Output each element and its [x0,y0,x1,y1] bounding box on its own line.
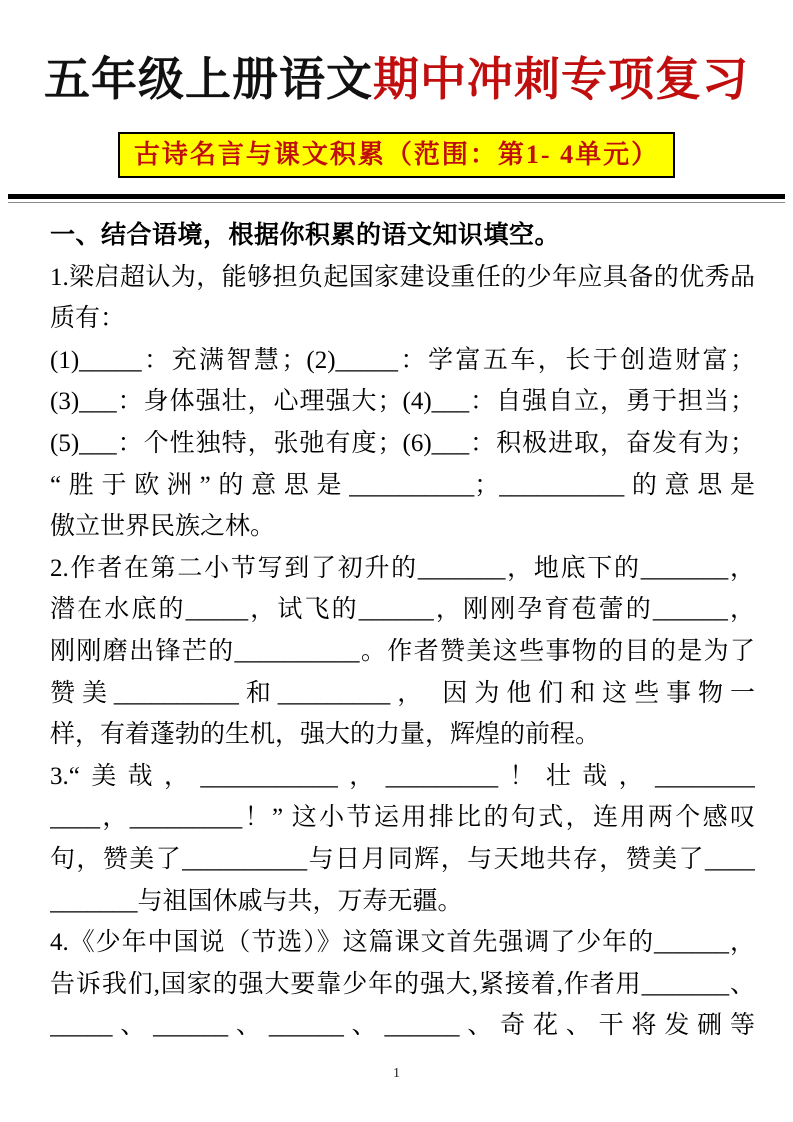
text-line-10: 刚刚磨出锋芒的__________。作者赞美这些事物的目的是为了 [50,637,755,665]
text-line-7: 傲立世界民族之林。 [50,513,276,541]
text-line-4: (3)___：身体强壮，心理强大；(4)___：自强自立，勇于担当； [50,388,755,416]
section-heading: 一、结合语境，根据你积累的语文知识填空。 [50,221,561,249]
divider-thin-line [8,202,785,203]
text-line-6: “胜于欧洲”的意思是__________；__________的意思是 [50,471,755,499]
divider-thick-line [8,194,785,199]
page-number: 1 [393,1066,400,1081]
title-exam-part: 期中冲刺专项复习 [373,54,749,105]
subtitle-banner-row [0,132,793,178]
text-line-8: 2.作者在第二小节写到了初升的_______，地底下的_______， [50,554,755,582]
text-line-2: 质有： [50,305,126,333]
text-line-12: 样，有着蓬勃的生机，强大的力量，辉煌的前程。 [50,721,601,749]
text-line-1: 1.梁启超认为，能够担负起国家建设重任的少年应具备的优秀品 [50,263,755,291]
worksheet-body [0,215,793,1047]
text-line-3: (1)_____：充满智慧；(2)_____：学富五车，长于创造财富； [50,346,755,374]
text-line-16: _______与祖国休戚与共，万寿无疆。 [50,887,463,915]
text-line-17: 4.《少年中国说（节选）》这篇课文首先强调了少年的______， [50,929,755,957]
subtitle-banner: 古诗名言与课文积累（范围：第1- 4单元） [118,132,675,178]
text-line-14: ____，_________！” 这小节运用排比的句式，连用两个感叹 [50,804,755,832]
text-line-18: 告诉我们,国家的强大要靠少年的强大,紧接着,作者用_______、 [50,970,755,998]
page-title [0,50,793,110]
text-line-15: 句，赞美了__________与日月同辉，与天地共存，赞美了____ [50,845,755,873]
text-line-11: 赞美__________和_________， 因为他们和这些事物一 [50,679,755,707]
title-grade-part: 五年级上册语文 [44,54,373,105]
text-line-9: 潜在水底的_____，试飞的______，刚刚孕育苞蕾的______， [50,596,755,624]
text-line-13: 3.“美哉，___________，_________！壮哉，________ [50,762,755,790]
text-line-5: (5)___：个性独特，张弛有度；(6)___：积极进取，奋发有为； [50,429,755,457]
divider-double-rule [8,194,785,203]
text-line-19: _____、______、______、______、奇花、干将发硎等 [50,1012,755,1040]
